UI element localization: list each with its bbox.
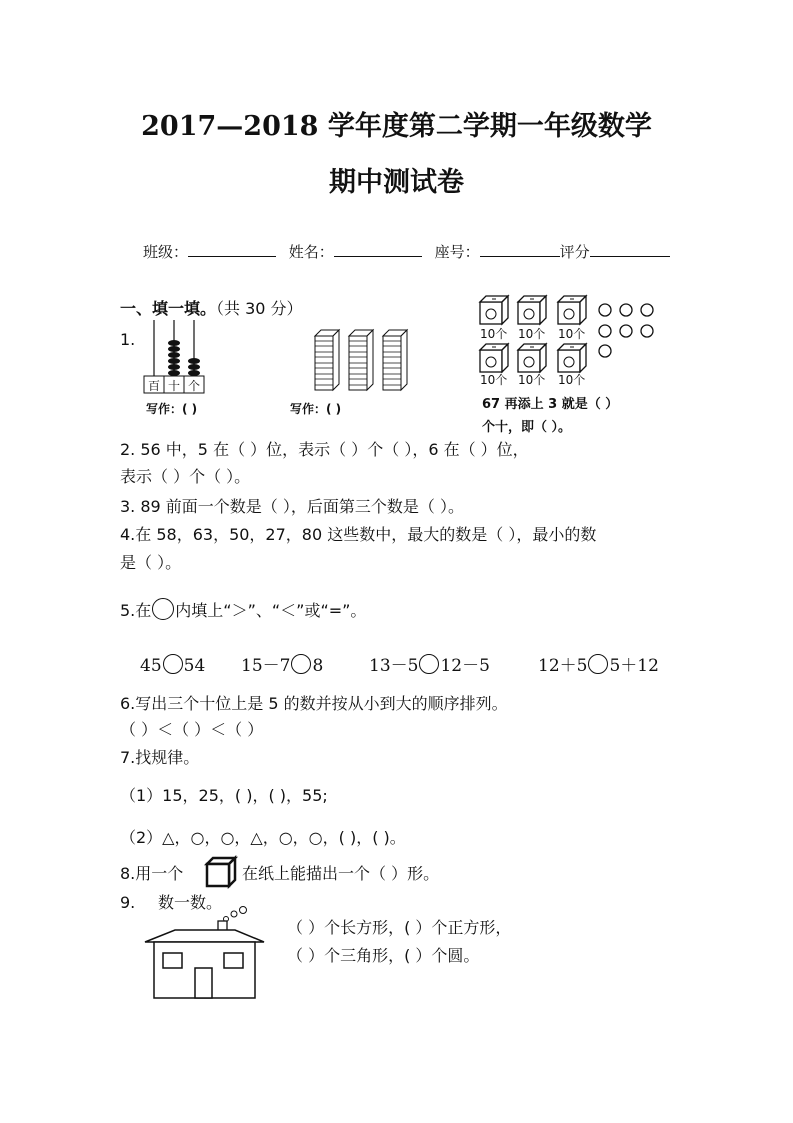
q1-right-line-1: 67 再添上 3 就是（ ） xyxy=(482,397,619,412)
compare-circle[interactable] xyxy=(291,654,311,674)
q5-suffix: 内填上“＞”、“＜”或“=”。 xyxy=(175,601,367,620)
box-count-6: 10个 xyxy=(558,373,586,387)
compare-right: 54 xyxy=(183,656,206,676)
q9-line-2: （ ）个三角形，( ）个圆。 xyxy=(287,946,480,965)
q3-text: 3. 89 前面一个数是（ ），后面第三个数是（ ）。 xyxy=(120,497,464,516)
q9-number: 9. xyxy=(120,893,136,912)
q5-compare-2 xyxy=(241,654,323,676)
box-count-3: 10个 xyxy=(558,327,586,341)
compare-left: 15－7 xyxy=(241,656,291,676)
compare-left: 45 xyxy=(140,656,162,676)
info-line xyxy=(143,242,670,262)
q7-line-1: （1）15，25，( )，( )，55; xyxy=(120,786,328,805)
q4-line-1: 4.在 58，63，50，27，80 这些数中，最大的数是（ ），最小的数 xyxy=(120,525,597,544)
abacus-label-hundreds: 百 xyxy=(148,379,161,393)
q5-instruction xyxy=(120,598,366,621)
compare-circle[interactable] xyxy=(588,654,608,674)
compare-right: 5＋12 xyxy=(609,656,659,676)
ten-rods-figure xyxy=(315,330,415,392)
abacus-label-ones: 个 xyxy=(188,379,201,393)
page-subtitle: 期中测试卷 xyxy=(329,167,464,198)
abacus-label-tens: 十 xyxy=(168,379,181,393)
q5-prefix: 5.在 xyxy=(120,601,152,620)
box-count-2: 10个 xyxy=(518,327,546,341)
compare-right: 12－5 xyxy=(440,656,490,676)
section-title: 一、填一填。 xyxy=(120,299,217,318)
q8-suffix: 在纸上能描出一个（ ）形。 xyxy=(242,864,440,883)
q2-line-1: 2. 56 中，5 在（ ）位，表示（ ）个（ ），6 在（ ）位， xyxy=(120,440,529,459)
q5-compare-4 xyxy=(538,654,659,676)
score-field[interactable] xyxy=(590,242,670,257)
q4-line-2: 是（ ）。 xyxy=(120,553,182,572)
q1-write-1: 写作：( ) xyxy=(146,402,198,416)
section-heading xyxy=(120,299,303,319)
name-field[interactable] xyxy=(334,242,422,257)
score-label: 评分 xyxy=(559,243,590,261)
compare-left: 13－5 xyxy=(369,656,419,676)
compare-left: 12＋5 xyxy=(538,656,588,676)
circle-icon xyxy=(152,598,174,620)
box-count-5: 10个 xyxy=(518,373,546,387)
q6-line-2: （ ）＜（ ）＜（ ） xyxy=(120,720,264,739)
box-count-1: 10个 xyxy=(480,327,508,341)
box-count-4: 10个 xyxy=(480,373,508,387)
q5-compare-3 xyxy=(369,654,490,676)
cube-icon xyxy=(205,856,237,888)
class-label: 班级： xyxy=(143,243,189,261)
name-label: 姓名： xyxy=(288,243,334,261)
q1-write-2: 写作：( ) xyxy=(290,402,342,416)
q6-line-1: 6.写出三个十位上是 5 的数并按从小到大的顺序排列。 xyxy=(120,694,508,713)
compare-circle[interactable] xyxy=(419,654,439,674)
q7-line-2: （2）△，○，○，△，○，○，( )，( )。 xyxy=(120,828,406,847)
compare-right: 8 xyxy=(312,656,324,676)
q2-line-2: 表示（ ）个（ ）。 xyxy=(120,467,251,486)
q9-line-1: （ ）个长方形，( ）个正方形， xyxy=(287,918,512,937)
class-field[interactable] xyxy=(188,242,276,257)
q9-heading: 数一数。 xyxy=(158,893,223,912)
page-title: 2017—2018 学年度第二学期一年级数学 xyxy=(141,111,652,142)
compare-circle[interactable] xyxy=(163,654,183,674)
seat-field[interactable] xyxy=(480,242,560,257)
q8-prefix: 8.用一个 xyxy=(120,864,184,883)
q5-compare-1 xyxy=(140,654,205,676)
q1-number: 1. xyxy=(120,330,136,349)
q1-right-line-2: 个十，即（ ）。 xyxy=(482,420,572,435)
q7-heading: 7.找规律。 xyxy=(120,748,200,767)
seat-label: 座号： xyxy=(434,243,480,261)
section-points: （共 30 分） xyxy=(216,299,303,318)
house-figure xyxy=(143,906,268,1001)
